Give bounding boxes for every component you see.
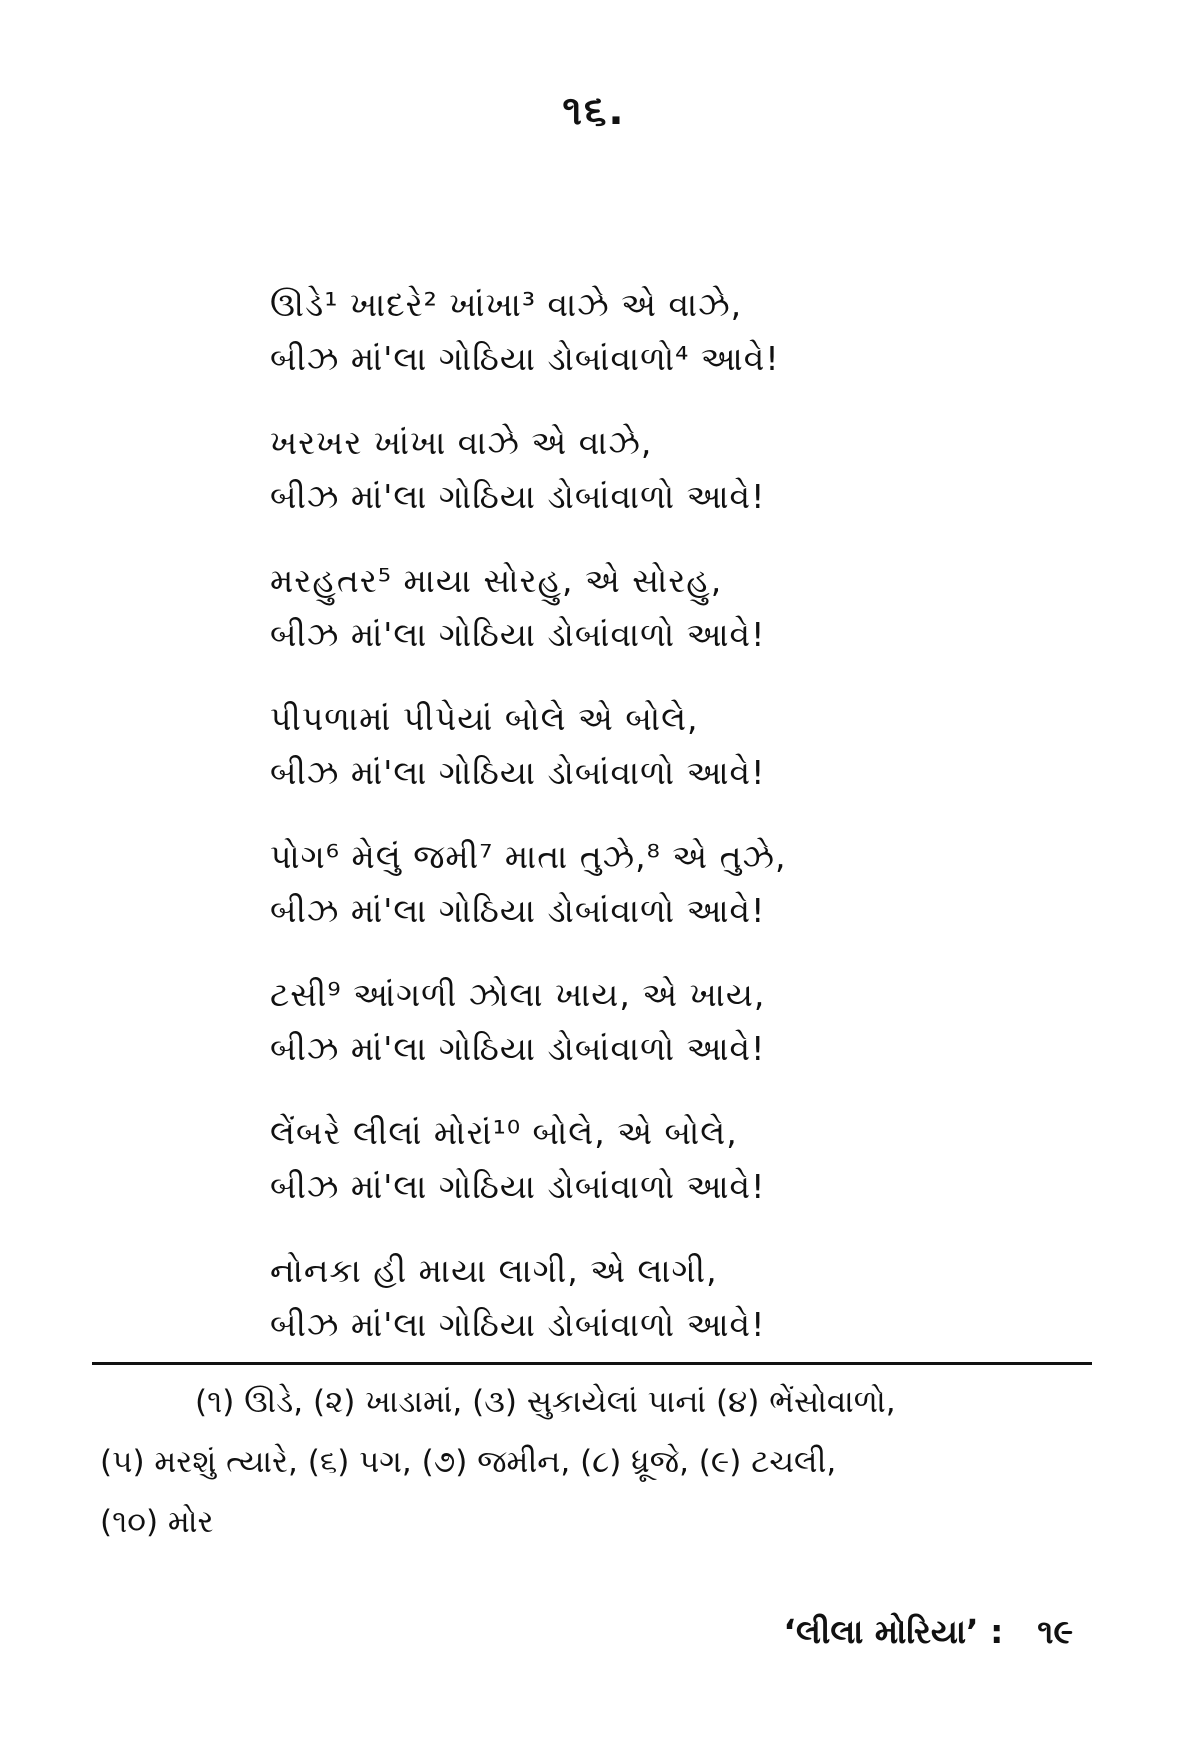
refrain-line: બીઝ માં'લા ગોઠિયા ડોબાંવાળો આવે!	[270, 753, 766, 792]
book-title: ‘લીલા મોરિયા’ :	[783, 1612, 1004, 1651]
stanza	[270, 692, 910, 800]
running-footer	[783, 1612, 1073, 1652]
verse-line: લેંબરે લીલાં મોરાં¹⁰ બોલે, એ બોલે,	[270, 1113, 738, 1152]
folio-number: ૧૯	[1037, 1612, 1073, 1651]
stanza	[270, 416, 910, 524]
footnotes	[100, 1372, 1075, 1552]
footnote-line: (૧૦) મોર	[100, 1504, 214, 1540]
refrain-line: બીઝ માં'લા ગોઠિયા ડોબાંવાળો આવે!	[270, 1305, 766, 1344]
refrain-line: બીઝ માં'લા ગોઠિયા ડોબાંવાળો આવે!	[270, 615, 766, 654]
verse-line: નોનકા હી માયા લાગી, એ લાગી,	[270, 1251, 718, 1290]
stanza	[270, 1244, 910, 1352]
verse-line: ખરખર ખાંખા વાઝે એ વાઝે,	[270, 423, 653, 462]
footnote-line: (૧) ઊડે, (૨) ખાડામાં, (૩) સુકાયેલાં પાનાં (૪) ભેંસોવાળો,	[195, 1384, 896, 1420]
refrain-line: બીઝ માં'લા ગોઠિયા ડોબાંવાળો આવે!	[270, 477, 766, 516]
verse-line: ઊડે¹ ખાદરે² ખાંખા³ વાઝે એ વાઝે,	[270, 285, 743, 324]
stanza	[270, 830, 910, 938]
refrain-line: બીઝ માં'લા ગોઠિયા ડોબાંવાળો આવે!	[270, 1029, 766, 1068]
stanza	[270, 278, 910, 386]
verse-line: પીપળામાં પીપેયાં બોલે એ બોલે,	[270, 699, 699, 738]
stanza	[270, 968, 910, 1076]
refrain-line: બીઝ માં'લા ગોઠિયા ડોબાંવાળો⁴ આવે!	[270, 339, 780, 378]
refrain-line: બીઝ માં'લા ગોઠિયા ડોબાંવાળો આવે!	[270, 891, 766, 930]
footnote-line: (૫) મરશું ત્યારે, (૬) પગ, (૭) જમીન, (૮) ધ્રૂજે, (૯) ટચલી,	[100, 1444, 837, 1480]
verse-line: મરહુતર⁵ માયા સોરહુ, એ સોરહુ,	[270, 561, 723, 600]
verse-line: ટસી⁹ આંગળી ઝોલા ખાય, એ ખાય,	[270, 975, 766, 1014]
poem	[270, 278, 910, 1382]
refrain-line: બીઝ માં'લા ગોઠિયા ડોબાંવાળો આવે!	[270, 1167, 766, 1206]
page-number: ૧૬.	[562, 88, 626, 134]
footnote-divider	[92, 1362, 1092, 1365]
stanza	[270, 554, 910, 662]
stanza	[270, 1106, 910, 1214]
verse-line: પોગ⁶ મેલું જમી⁷ માતા તુઝે,⁸ એ તુઝે,	[270, 837, 787, 876]
